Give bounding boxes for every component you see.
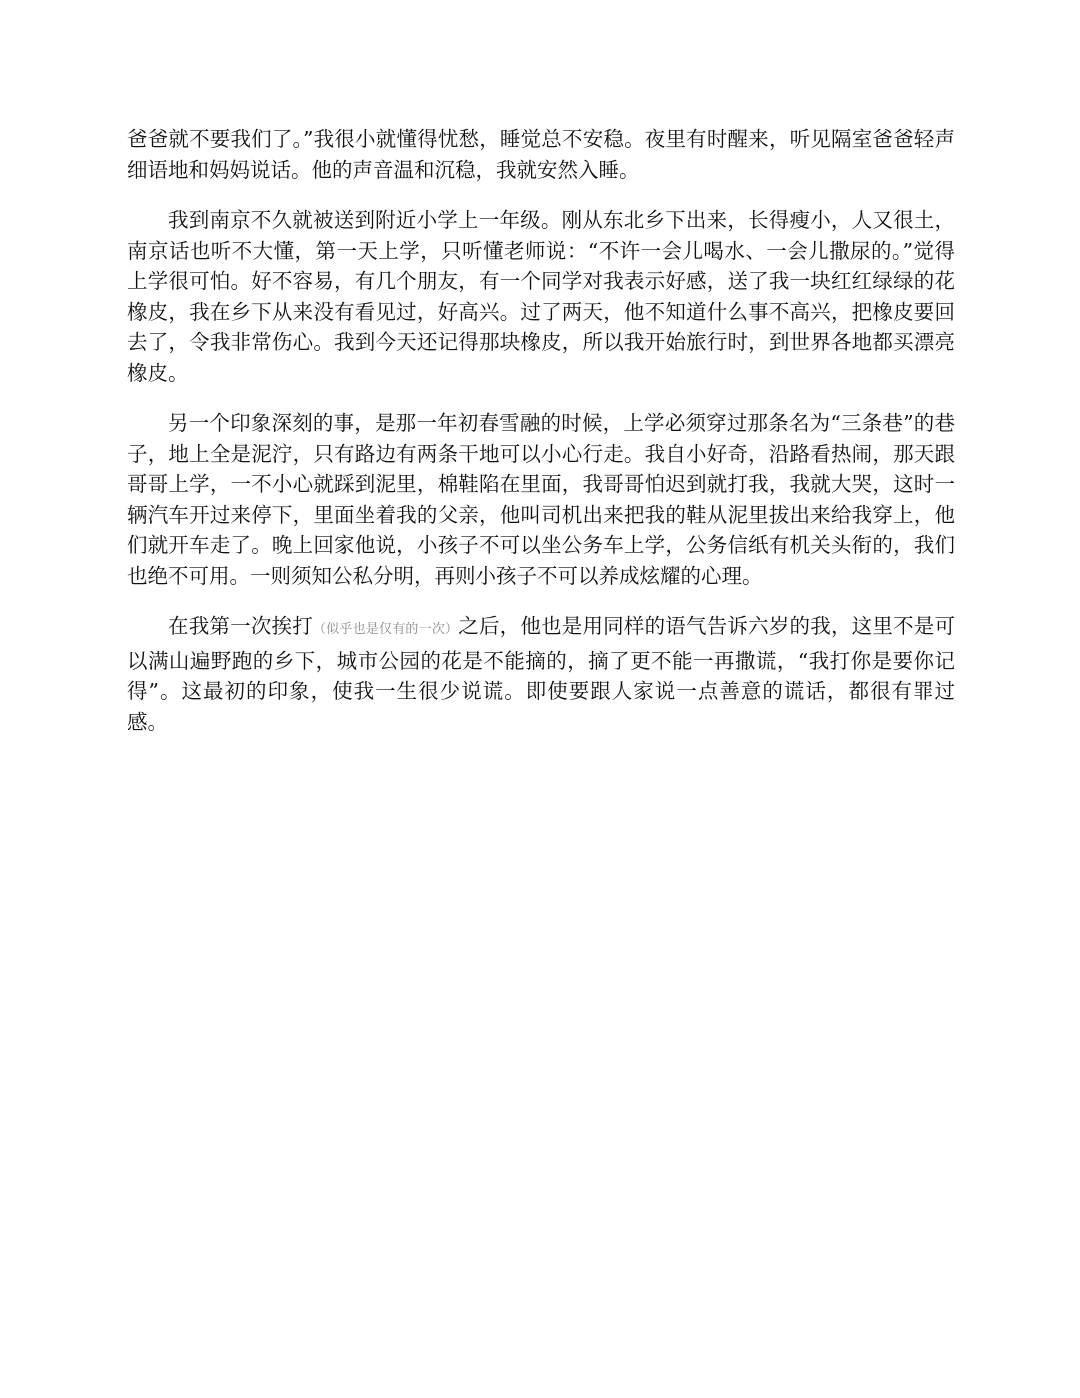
paragraph-4: [127, 611, 955, 737]
document-body: [127, 124, 955, 757]
paragraph-4-parenthetical-note: （似乎也是仅有的一次）: [312, 622, 459, 637]
paragraph-4-text-end: 之后，他也是用同样的语气告诉六岁的我，这里不是可以满山遍野跑的乡下，城市公园的花是不能摘的，摘了更不能一再撒谎，“我打你是要你记得”。这最初的印象，使我一生很少说谎。即使要跟人家说一点善意的谎话，都很有罪过感。: [127, 614, 955, 734]
paragraph-2: 我到南京不久就被送到附近小学上一年级。刚从东北乡下出来，长得瘦小，人又很土，南京话也听不大懂，第一天上学，只听懂老师说：“不许一会儿喝水、一会儿撒尿的。”觉得上学很可怕。好不容易，有几个朋友，有一个同学对我表示好感，送了我一块红红绿绿的花橡皮，我在乡下从来没有看见过，好高兴。过了两天，他不知道什么事不高兴，把橡皮要回去了，令我非常伤心。我到今天还记得那块橡皮，所以我开始旅行时，到世界各地都买漂亮橡皮。: [127, 208, 955, 385]
paragraph-1: 爸爸就不要我们了。”我很小就懂得忧愁，睡觉总不安稳。夜里有时醒来，听见隔室爸爸轻声细语地和妈妈说话。他的声音温和沉稳，我就安然入睡。: [127, 127, 955, 182]
paragraph-4-text-start: 在我第一次挨打: [168, 614, 313, 638]
paragraph-3: 另一个印象深刻的事，是那一年初春雪融的时候，上学必须穿过那条名为“三条巷”的巷子，地上全是泥泞，只有路边有两条干地可以小心行走。我自小好奇，沿路看热闹，那天跟哥哥上学，一不小心就踩到泥里，棉鞋陷在里面，我哥哥怕迟到就打我，我就大哭，这时一辆汽车开过来停下，里面坐着我的父亲，他叫司机出来把我的鞋从泥里拔出来给我穿上，他们就开车走了。晚上回家他说，小孩子不可以坐公务车上学，公务信纸有机关头衔的，我们也绝不可用。一则须知公私分明，再则小孩子不可以养成炫耀的心理。: [127, 411, 955, 588]
